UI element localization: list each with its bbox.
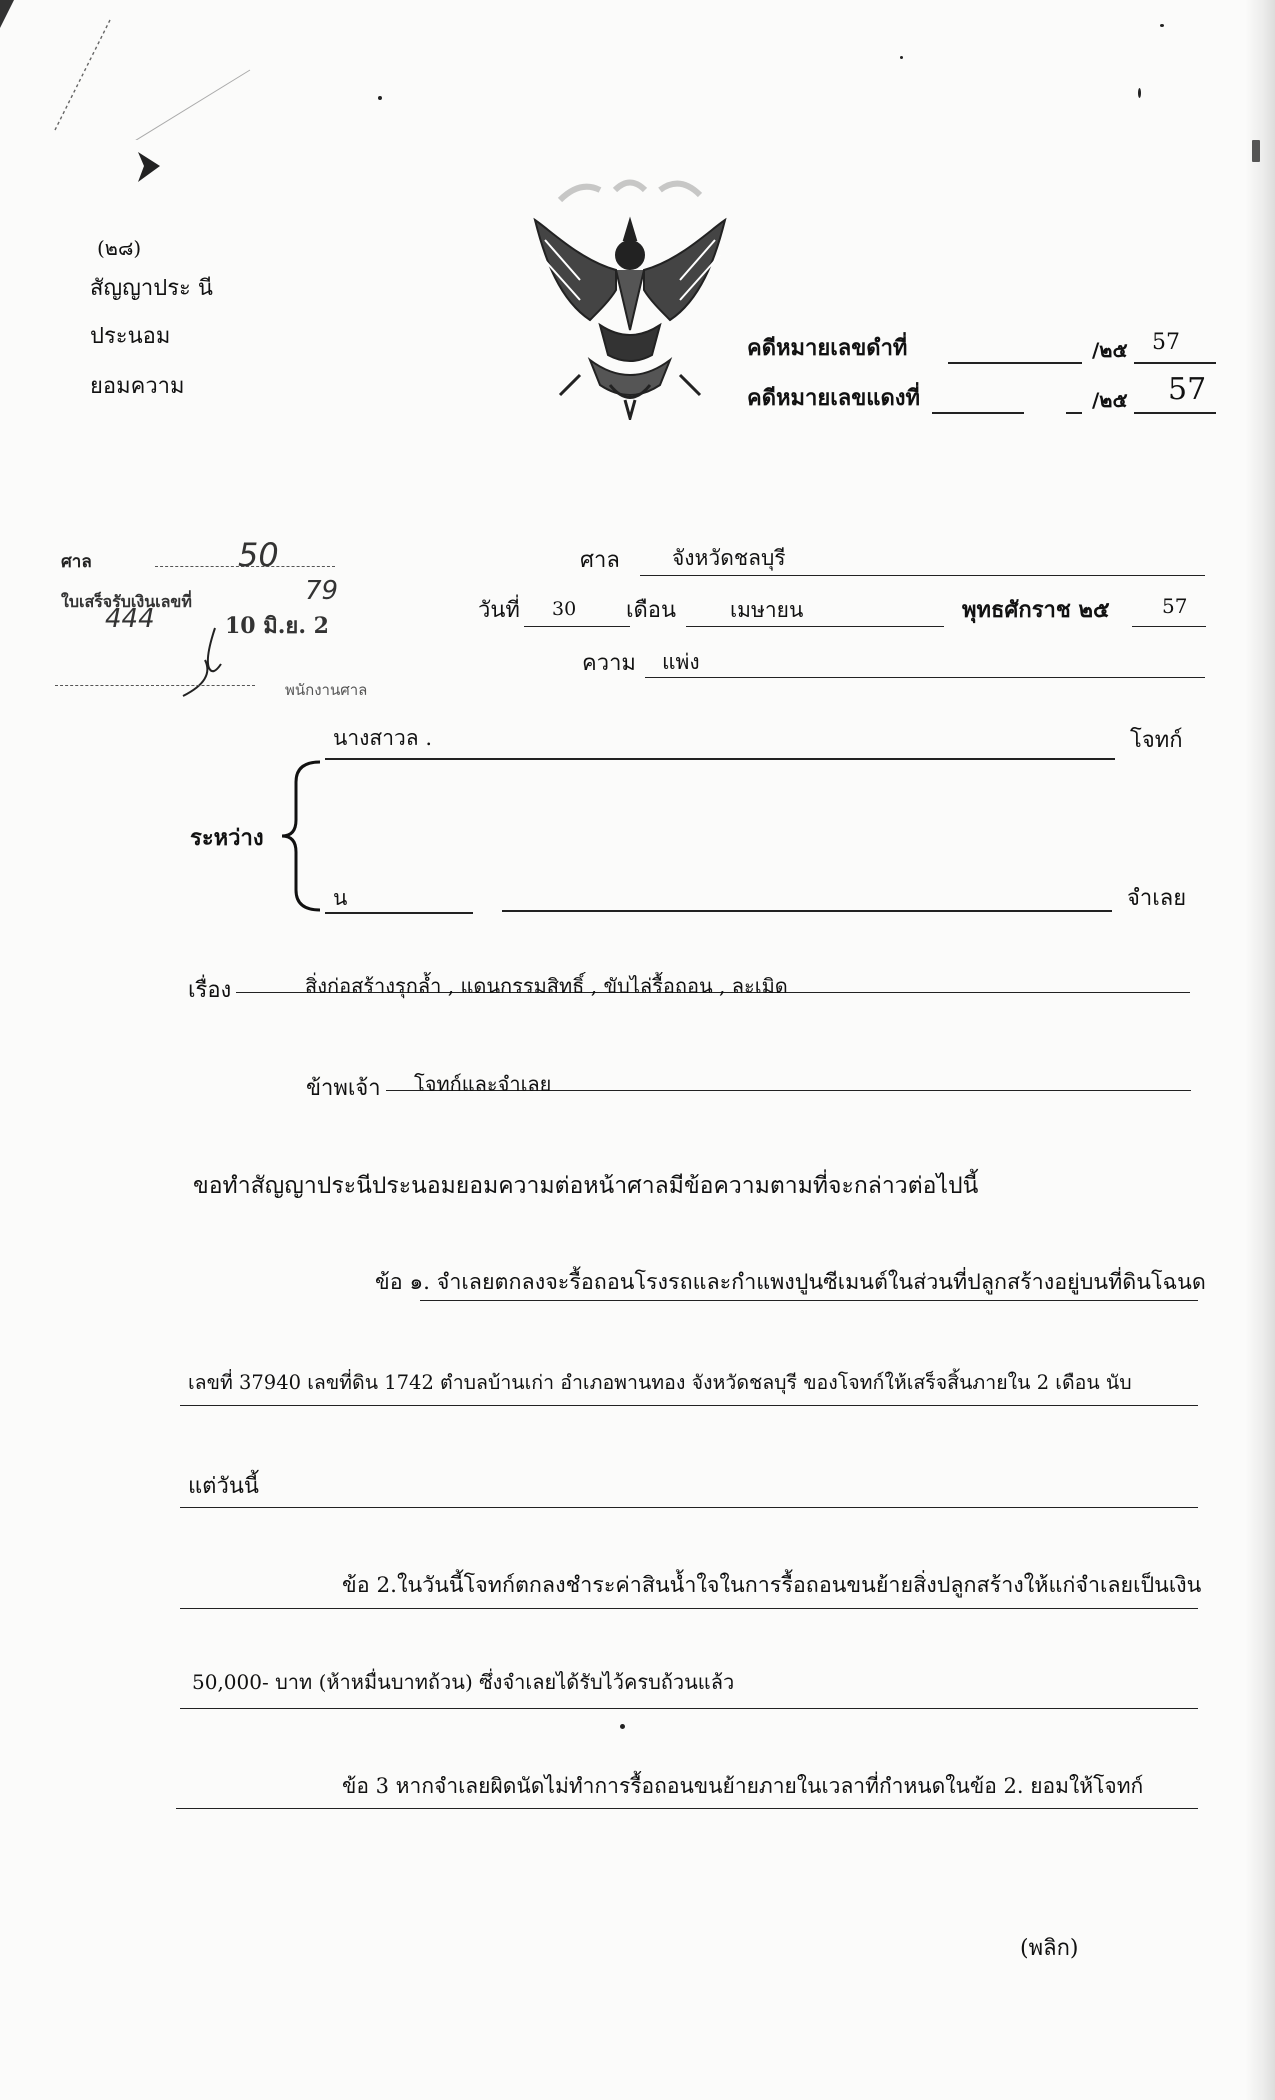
- clause-3-line-1: ข้อ 3 หากจำเลยผิดนัดไม่ทำการรื้อถอนขนย้ายภายในเวลาที่กำหนดในข้อ 2. ยอมให้โจทก์: [342, 1774, 1144, 1798]
- receipt-stamp: [55, 536, 390, 715]
- defendant-name: น: [333, 886, 348, 910]
- defendant-line-2: [502, 910, 1112, 912]
- date-year: 57: [1162, 594, 1188, 618]
- form-title-line-2: ประนอม: [90, 324, 171, 349]
- plaintiff-name: นางสาวล .: [333, 726, 433, 750]
- red-case-year-line: [1134, 412, 1216, 414]
- date-label: วันที่: [478, 598, 520, 623]
- stamp-receipt-sub: 79: [305, 576, 339, 606]
- clause-2-line-2-rule: [180, 1708, 1198, 1709]
- we-label: ข้าพเจ้า: [306, 1076, 381, 1101]
- black-case-year: 57: [1152, 330, 1180, 355]
- red-case-prefix: /๒๕: [1092, 388, 1128, 412]
- clause-2-line-1: ข้อ 2.ในวันนี้โจทก์ตกลงชำระค่าสินน้ำใจในการรื้อถอนขนย้ายสิ่งปลูกสร้างให้แก่จำเลยเป็นเงิน: [342, 1573, 1202, 1598]
- plaintiff-role: โจทก์: [1130, 728, 1183, 753]
- clause-1-line-3-rule: [180, 1507, 1198, 1508]
- clause-1-line-2-rule: [180, 1405, 1198, 1406]
- court-line: [640, 575, 1205, 576]
- garuda-emblem-icon: [520, 160, 740, 420]
- intro-text: ขอทำสัญญาประนีประนอมยอมความต่อหน้าศาลมีข้อความตามที่จะกล่าวต่อไปนี้: [193, 1173, 979, 1199]
- between-label: ระหว่าง: [190, 825, 264, 851]
- red-case-label: คดีหมายเลขแดงที่: [747, 385, 921, 411]
- stamp-date-text: 10 มิ.ย. 2: [225, 613, 329, 639]
- stamp-dotted-line-2: [55, 685, 255, 686]
- turn-over-text: (พลิก): [1020, 1936, 1079, 1961]
- subject-label: เรื่อง: [188, 978, 232, 1003]
- court-label: ศาล: [580, 548, 620, 573]
- case-type-line: [645, 677, 1205, 678]
- clause-2-line-1-rule: [180, 1608, 1198, 1609]
- arrow-marker-icon: [128, 148, 168, 188]
- black-case-number-line: [948, 362, 1082, 364]
- stamp-receipt-number: 444: [105, 604, 155, 634]
- clause-1-line-3: แต่วันนี้: [188, 1474, 259, 1499]
- form-title-line-3: ยอมความ: [90, 374, 185, 399]
- clause-1-line-1: ข้อ ๑. จำเลยตกลงจะรื้อถอนโรงรถและกำแพงปูนซีเมนต์ในส่วนที่ปลูกสร้างอยู่บนที่ดินโฉนด: [375, 1270, 1206, 1295]
- subject-value: สิ่งก่อสร้างรุกล้ำ , แดนกรรมสิทธิ์ , ขับไล่รื้อถอน , ละเมิด: [305, 974, 788, 998]
- form-title-line-1: สัญญาประ นี: [90, 276, 213, 301]
- stamp-receipt-label: ใบเสร็จรับเงินเลขที่: [61, 592, 192, 611]
- scan-speck: [378, 96, 382, 100]
- black-case-year-line: [1134, 362, 1216, 364]
- scan-speck: [1138, 88, 1141, 98]
- clause-1-line-2: เลขที่ 37940 เลขที่ดิน 1742 ตำบลบ้านเก่า อำเภอพานทอง จังหวัดชลบุรี ของโจทก์ให้เสร็จสิ้นภายใน 2 เดือน นับ: [188, 1371, 1132, 1394]
- black-case-prefix: /๒๕: [1092, 338, 1128, 362]
- plaintiff-line: [325, 758, 1115, 760]
- red-case-year: 57: [1168, 372, 1207, 407]
- stamp-top-text: ศาล: [61, 552, 92, 572]
- clause-1-line-1-rule: [420, 1300, 1198, 1301]
- defendant-role: จำเลย: [1127, 886, 1187, 911]
- form-code: (๒๘): [97, 236, 142, 260]
- scan-speck: [1252, 140, 1260, 162]
- we-value: โจทก์และจำเลย: [414, 1072, 552, 1096]
- date-day: 30: [552, 598, 577, 620]
- date-year-line: [1132, 626, 1206, 627]
- stamp-handwritten-number: 50: [238, 536, 279, 574]
- scan-artifact-corner: [0, 0, 260, 140]
- date-month: เมษายน: [730, 598, 804, 622]
- scan-speck: [900, 56, 903, 59]
- year-label: พุทธศักราช ๒๕: [962, 597, 1110, 623]
- date-month-line: [686, 626, 944, 627]
- scan-speck: [1160, 24, 1164, 27]
- month-label: เดือน: [626, 598, 677, 623]
- date-day-line: [524, 626, 630, 627]
- stamp-bottom-text: พนักงานศาล: [285, 681, 368, 699]
- clause-3-line-1-rule: [176, 1808, 1198, 1809]
- black-case-label: คดีหมายเลขดำที่: [747, 335, 908, 361]
- scan-speck: [620, 1724, 625, 1729]
- red-case-number-line-2: [1066, 412, 1082, 414]
- scan-edge-shadow: [1245, 0, 1275, 2100]
- case-type-value: แพ่ง: [662, 650, 700, 674]
- clause-2-line-2: 50,000- บาท (ห้าหมื่นบาทถ้วน) ซึ่งจำเลยได้รับไว้ครบถ้วนแล้ว: [192, 1670, 735, 1694]
- between-brace-icon: [278, 756, 328, 916]
- stamp-signature-icon: [175, 620, 265, 700]
- red-case-number-line-1: [932, 412, 1024, 414]
- defendant-line-1: [325, 912, 473, 914]
- court-value: จังหวัดชลบุรี: [672, 546, 786, 570]
- case-type-label: ความ: [582, 651, 636, 676]
